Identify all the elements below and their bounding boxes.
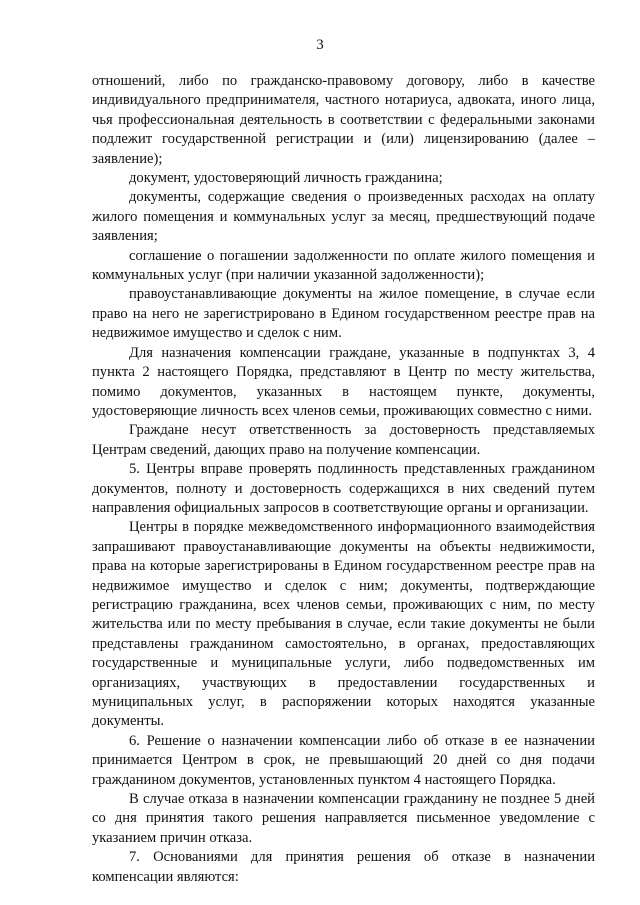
paragraph-responsibility: Граждане несут ответственность за достоверность представляемых Центрам сведений, дающих право на получение компенсации. [92, 422, 595, 458]
paragraph-identity-document: документ, удостоверяющий личность гражданина; [129, 170, 443, 187]
paragraph-title-documents: правоустанавливающие документы на жилое помещение, в случае если право на него не зарегистрировано в Едином государственном реестре прав на недвижимое имущество и сделок с ним. [92, 286, 595, 342]
paragraph-expense-documents: документы, содержащие сведения о произведенных расходах на оплату жилого помещения и коммунальных услуг за месяц, предшествующий подаче заявления; [92, 189, 595, 245]
paragraph-interagency-requests: Центры в порядке межведомственного информационного взаимодействия запрашивают правоустанавливающие документы на объекты недвижимости, права на которые зарегистрированы в Едином государственном реестре прав на недвижимое имущество и сделок с ним; документы, подтверждающие регистрацию гражданина, всех членов семьи, проживающих с ним, по месту жительства или по месту пребывания в случае, если такие документы не были представлены гражданином самостоятельно, в органах, предоставляющих государственные и муниципальные услуги, либо подведомственных им организациях, участвующих в предоставлении государственных и муниципальных услуг, в распоряжении которых находятся указанные документы. [92, 519, 595, 730]
paragraph-refusal-notice: В случае отказа в назначении компенсации гражданину не позднее 5 дней со дня принятия такого решения направляется письменное уведомление с указанием причин отказа. [92, 791, 595, 846]
paragraph-section-5: 5. Центры вправе проверять подлинность представленных гражданином документов, полноту и достоверность содержащихся в них сведений путем направления официальных запросов в соответствующие органы и организации. [92, 461, 595, 516]
page-number: 3 [316, 37, 324, 53]
paragraph-family-members-documents: Для назначения компенсации граждане, указанные в подпунктах 3, 4 пункта 2 настоящего Порядка, представляют в Центр по месту жительства, помимо документов, указанных в настоящем пункте, документы, удостоверяющие личность всех членов семьи, проживающих совместно с ними. [92, 344, 595, 419]
document-body [92, 72, 595, 887]
paragraph-section-7: 7. Основаниями для принятия решения об отказе в назначении компенсации являются: [92, 849, 595, 885]
paragraph-debt-agreement: соглашение о погашении задолженности по оплате жилого помещения и коммунальных услуг (при наличии указанной задолженности); [92, 247, 595, 284]
paragraph-section-6: 6. Решение о назначении компенсации либо об отказе в ее назначении принимается Центром в срок, не превышающий 20 дней со дня подачи гражданином документов, установленных пунктом 4 настоящего Порядка. [92, 732, 595, 788]
paragraph-application-continuation: отношений, либо по гражданско-правовому договору, либо в качестве индивидуального предпринимателя, частного нотариуса, адвоката, иного лица, чья профессиональная деятельность в соответствии с федеральными законами подлежит государственной регистрации и (или) лицензированию (далее – заявление); [92, 73, 595, 167]
